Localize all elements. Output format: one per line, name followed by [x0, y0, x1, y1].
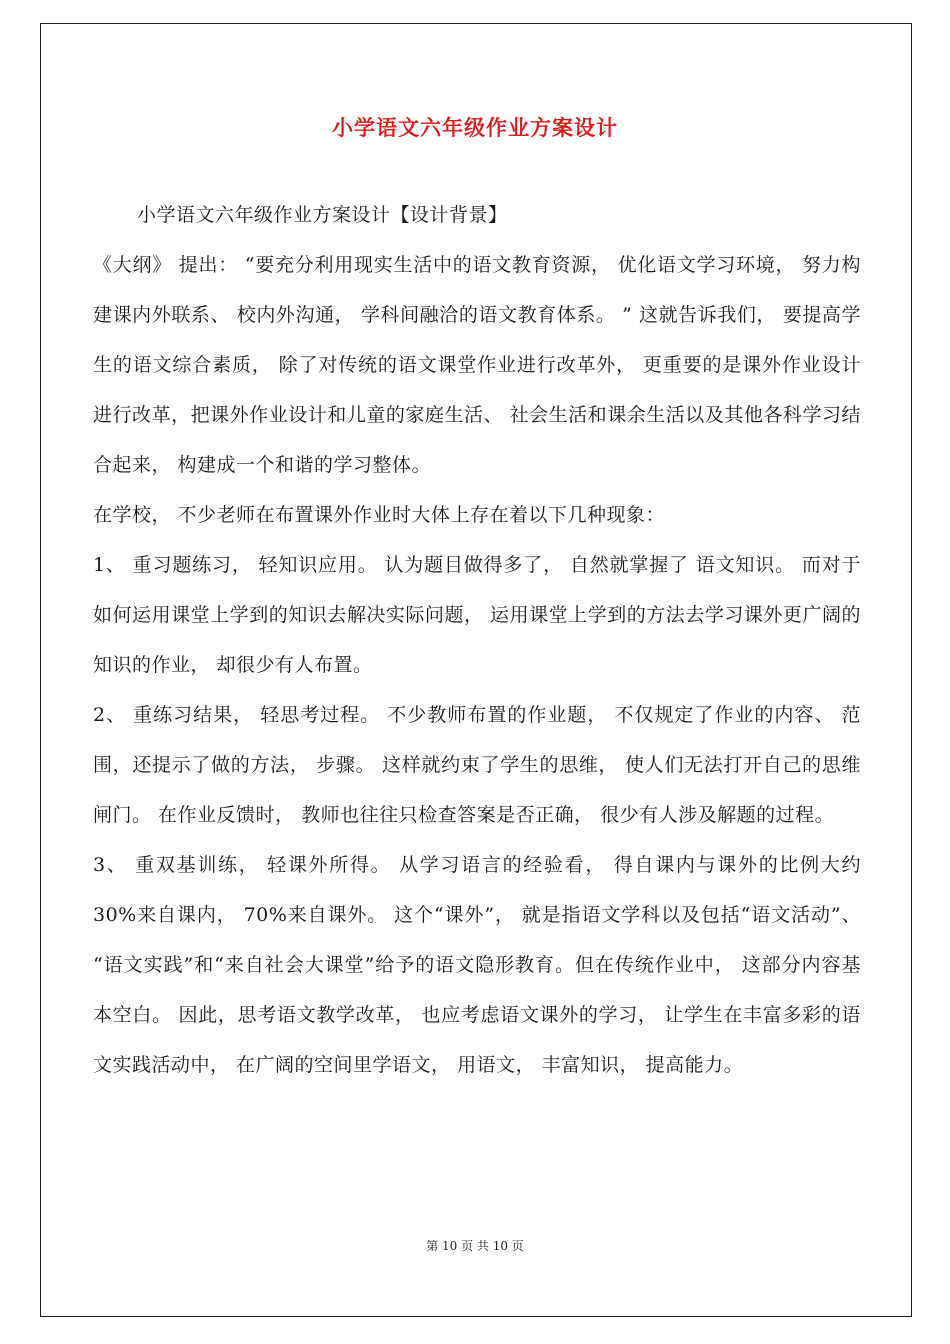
- paragraph-background: 《大纲》 提出： “要充分利用现实生活中的语文教育资源， 优化语文学习环境， 努力构建课内外联系、 校内外沟通， 学科间融洽的语文教育体系。 ” 这就告诉我们， 要提高学生的语文综合素质， 除了对传统的语文课堂作业进行改革外， 更重要的是课外作业设计进行改革，把课外作业设计和儿童的家庭生活、 社会生活和课余生活以及其他各科学习结合起来， 构建成一个和谐的学习整体。: [93, 254, 861, 476]
- paragraph-point-1: 1、 重习题练习， 轻知识应用。 认为题目做得多了， 自然就掌握了 语文知识。 而对于如何运用课堂上学到的知识去解决实际问题， 运用课堂上学到的方法去学习课外更广阔的知识的作业， 却很少有人布置。: [93, 554, 861, 676]
- paragraph-intro: 在学校， 不少老师在布置课外作业时大体上存在着以下几种现象：: [93, 504, 666, 526]
- document-title: 小学语文六年级作业方案设计: [332, 115, 618, 140]
- page-number-footer: 第 10 页 共 10 页: [426, 1239, 524, 1253]
- document-body: [93, 190, 861, 1090]
- paragraph-point-3: 3、 重双基训练， 轻课外所得。 从学习语言的经验看， 得自课内与课外的比例大约 30%来自课内， 70%来自课外。 这个“课外”， 就是指语文学科以及包括“语文活动”、 “语文实践”和“来自社会大课堂”给予的语文隐形教育。但在传统作业中， 这部分内容基本空白。 因此，思考语文教学改革， 也应考虑语文课外的学习， 让学生在丰富多彩的语文实践活动中， 在广阔的空间里学语文， 用语文， 丰富知识， 提高能力。: [93, 854, 861, 1076]
- paragraph-heading: 小学语文六年级作业方案设计【设计背景】: [137, 204, 508, 226]
- paragraph-point-2: 2、 重练习结果， 轻思考过程。 不少教师布置的作业题， 不仅规定了作业的内容、 范围，还提示了做的方法， 步骤。 这样就约束了学生的思维， 使人们无法打开自己的思维闸门。 在作业反馈时， 教师也往往只检查答案是否正确， 很少有人涉及解题的过程。: [93, 704, 861, 826]
